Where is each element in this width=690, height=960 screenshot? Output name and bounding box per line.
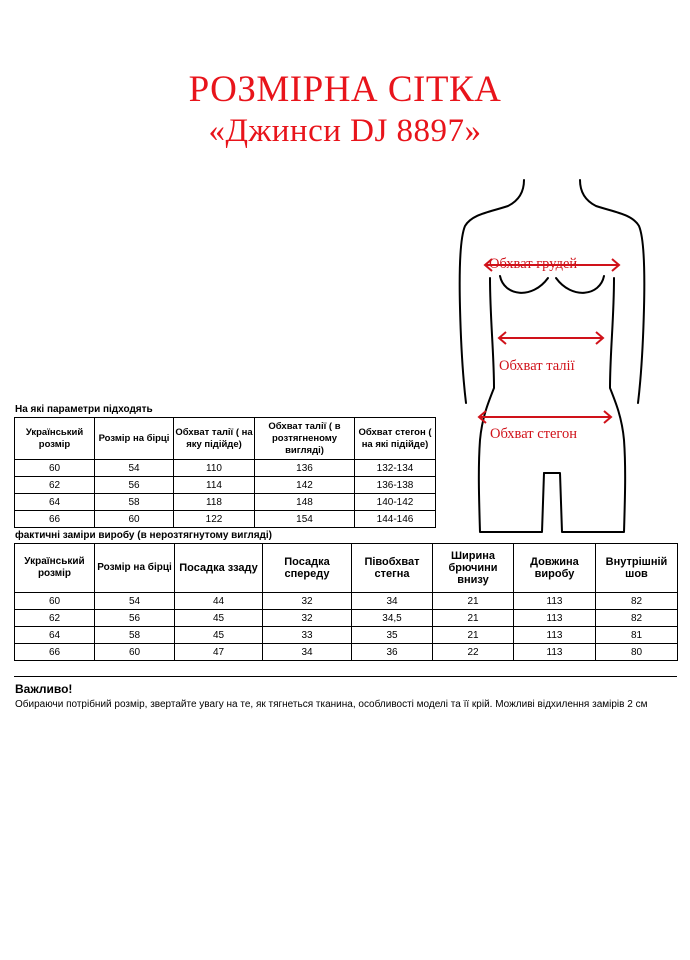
column-header: Ширина брючини внизу (433, 544, 514, 593)
table-cell: 34 (352, 593, 433, 610)
table-cell: 118 (174, 494, 255, 511)
column-header: Посадка ззаду (175, 544, 263, 593)
table-cell: 110 (174, 460, 255, 477)
table-cell: 144-146 (355, 511, 436, 528)
table-cell: 21 (433, 610, 514, 627)
table-cell: 47 (175, 644, 263, 661)
chest-label: Обхват грудей (489, 256, 578, 272)
important-heading: Важливо! (15, 682, 73, 696)
table-cell: 33 (263, 627, 352, 644)
table-cell: 58 (95, 627, 175, 644)
table-row (15, 627, 678, 644)
column-header: Посадка спереду (263, 544, 352, 593)
table1-caption: На які параметри підходять (15, 404, 153, 415)
table-cell: 113 (514, 627, 596, 644)
table-cell: 113 (514, 610, 596, 627)
table-cell: 64 (15, 627, 95, 644)
table-cell: 113 (514, 593, 596, 610)
column-header: Довжина виробу (514, 544, 596, 593)
table-cell: 44 (175, 593, 263, 610)
table-row (15, 511, 436, 528)
table-header-row (15, 544, 678, 593)
table-row (15, 593, 678, 610)
table-cell: 34,5 (352, 610, 433, 627)
product-title: «Джинси DJ 8897» (208, 113, 482, 149)
table-cell: 60 (15, 593, 95, 610)
actual-measurements-table (14, 543, 678, 661)
table-cell: 113 (514, 644, 596, 661)
table2-caption: фактичні заміри виробу (в нерозтягнутому вигляді) (15, 530, 273, 541)
measurement-arrows (479, 259, 619, 423)
fit-parameters-table (14, 417, 436, 528)
table-cell: 80 (596, 644, 678, 661)
table-cell: 64 (15, 494, 95, 511)
body-measurement-figure (452, 178, 652, 540)
table-cell: 148 (255, 494, 355, 511)
table-cell: 45 (175, 627, 263, 644)
table-cell: 60 (15, 460, 95, 477)
table-row (15, 477, 436, 494)
table-cell: 132-134 (355, 460, 436, 477)
table-cell: 82 (596, 593, 678, 610)
waist-label: Обхват талії (499, 358, 575, 374)
table-cell: 32 (263, 610, 352, 627)
table-cell: 66 (15, 644, 95, 661)
table-cell: 21 (433, 627, 514, 644)
table-cell: 60 (95, 511, 174, 528)
column-header: Український розмір (15, 544, 95, 593)
column-header: Розмір на бірці (95, 544, 175, 593)
table-cell: 140-142 (355, 494, 436, 511)
page-title: РОЗМІРНА СІТКА (188, 69, 502, 110)
table-cell: 22 (433, 644, 514, 661)
table-row (15, 644, 678, 661)
column-header: Обхват талії ( в розтягненому вигляді) (255, 418, 355, 460)
table-header-row (15, 418, 436, 460)
important-note: Обираючи потрібний розмір, звертайте увагу на те, як тягнеться тканина, особливості моделі та її крій. Можливі відхилення замірів 2 см (15, 699, 648, 710)
table-cell: 66 (15, 511, 95, 528)
table-row (15, 610, 678, 627)
column-header: Розмір на бірці (95, 418, 174, 460)
table-cell: 34 (263, 644, 352, 661)
table-cell: 45 (175, 610, 263, 627)
section-divider (14, 676, 677, 677)
table-cell: 60 (95, 644, 175, 661)
table-cell: 122 (174, 511, 255, 528)
table-cell: 62 (15, 610, 95, 627)
table-cell: 142 (255, 477, 355, 494)
table-cell: 62 (15, 477, 95, 494)
column-header: Півобхват стегна (352, 544, 433, 593)
table-cell: 136-138 (355, 477, 436, 494)
table-cell: 56 (95, 477, 174, 494)
table-cell: 81 (596, 627, 678, 644)
table-cell: 35 (352, 627, 433, 644)
table-cell: 82 (596, 610, 678, 627)
table-cell: 36 (352, 644, 433, 661)
column-header: Обхват стегон ( на які підійде) (355, 418, 436, 460)
column-header: Обхват талії ( на яку підійде) (174, 418, 255, 460)
table-cell: 54 (95, 593, 175, 610)
table-cell: 54 (95, 460, 174, 477)
table-row (15, 494, 436, 511)
hips-label: Обхват стегон (490, 426, 578, 442)
table-cell: 114 (174, 477, 255, 494)
body-silhouette (460, 180, 645, 532)
table-cell: 32 (263, 593, 352, 610)
table-cell: 154 (255, 511, 355, 528)
column-header: Внутрішній шов (596, 544, 678, 593)
table-cell: 56 (95, 610, 175, 627)
table-cell: 21 (433, 593, 514, 610)
table-cell: 136 (255, 460, 355, 477)
table-row (15, 460, 436, 477)
table-cell: 58 (95, 494, 174, 511)
column-header: Український розмір (15, 418, 95, 460)
